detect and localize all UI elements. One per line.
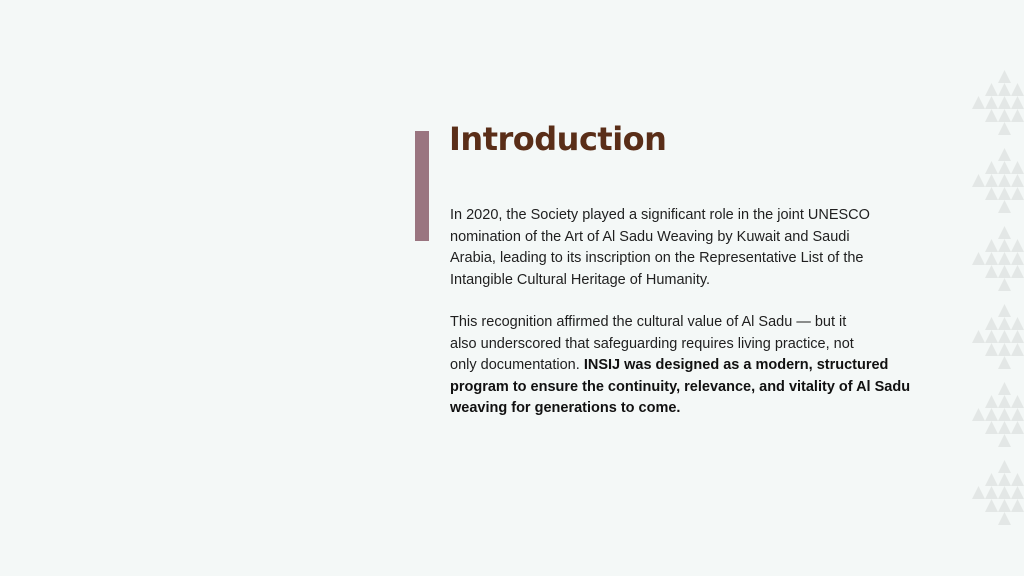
pattern-triangle (998, 460, 1011, 473)
pattern-triangle (1011, 499, 1024, 512)
pattern-triangle (1011, 317, 1024, 330)
pattern-triangle (972, 486, 985, 499)
pattern-triangle (985, 187, 998, 200)
pattern-triangle (998, 278, 1011, 291)
pattern-triangle (1011, 473, 1024, 486)
pattern-triangle (998, 343, 1011, 356)
pattern-triangle (985, 499, 998, 512)
pattern-triangle (985, 421, 998, 434)
paragraph-2-plain-text: only documentation. (450, 357, 584, 373)
pattern-triangle (1011, 252, 1024, 265)
pattern-triangle (998, 200, 1011, 213)
paragraph-1-line: In 2020, the Society played a significant role in the joint UNESCO (450, 207, 870, 223)
paragraph-2-bold-line: weaving for generations to come. (450, 400, 681, 416)
pattern-triangle (1011, 486, 1024, 499)
pattern-triangle (998, 239, 1011, 252)
pattern-triangle (998, 486, 1011, 499)
pattern-triangle (1011, 239, 1024, 252)
pattern-triangle (998, 70, 1011, 83)
pattern-triangle (985, 239, 998, 252)
pattern-triangle (1011, 174, 1024, 187)
pattern-triangle (1011, 109, 1024, 122)
pattern-triangle (998, 356, 1011, 369)
paragraph-2 (450, 312, 920, 420)
pattern-triangle (985, 317, 998, 330)
pattern-triangle (998, 161, 1011, 174)
pattern-triangle (985, 395, 998, 408)
pattern-triangle (1011, 161, 1024, 174)
pattern-triangle (998, 421, 1011, 434)
paragraph-2-line (450, 355, 920, 377)
pattern-triangle (998, 252, 1011, 265)
pattern-triangle (1011, 395, 1024, 408)
pattern-triangle (1011, 330, 1024, 343)
paragraph-2-bold-line: program to ensure the continuity, relevance, and vitality of Al Sadu (450, 378, 911, 395)
pattern-triangle (985, 473, 998, 486)
pattern-triangle (972, 252, 985, 265)
pattern-triangle (985, 252, 998, 265)
pattern-triangle (972, 330, 985, 343)
pattern-triangle (998, 512, 1011, 525)
pattern-triangle (985, 109, 998, 122)
paragraph-1-line: Intangible Cultural Heritage of Humanity. (450, 271, 711, 288)
pattern-triangle (1011, 83, 1024, 96)
pattern-triangle (1011, 187, 1024, 200)
paragraph-2-line: also underscored that safeguarding requires living practice, not (450, 335, 854, 352)
pattern-triangle (998, 304, 1011, 317)
pattern-triangle (1011, 421, 1024, 434)
pattern-triangle (998, 317, 1011, 330)
pattern-triangle (985, 174, 998, 187)
pattern-triangle (998, 122, 1011, 135)
pattern-triangle (998, 408, 1011, 421)
pattern-triangle (998, 330, 1011, 343)
pattern-triangle (985, 265, 998, 278)
pattern-triangle (998, 265, 1011, 278)
body-text (450, 205, 920, 420)
pattern-triangle (985, 96, 998, 109)
pattern-triangle (998, 395, 1011, 408)
pattern-triangle (985, 408, 998, 421)
pattern-triangle (1011, 96, 1024, 109)
pattern-triangle (998, 187, 1011, 200)
pattern-triangle (1011, 343, 1024, 356)
paragraph-1 (450, 205, 920, 291)
pattern-triangle (1011, 265, 1024, 278)
pattern-triangle (1011, 408, 1024, 421)
slide-title: Introduction (449, 120, 667, 158)
pattern-triangle (985, 343, 998, 356)
pattern-triangle (998, 473, 1011, 486)
pattern-triangle (972, 96, 985, 109)
paragraph-1-line: nomination of the Art of Al Sadu Weaving by Kuwait and Saudi (450, 228, 850, 245)
pattern-triangle (998, 96, 1011, 109)
pattern-triangle (998, 499, 1011, 512)
pattern-triangle (985, 330, 998, 343)
sadu-triangle-pattern (972, 70, 1024, 540)
pattern-triangle (998, 382, 1011, 395)
pattern-triangle (998, 148, 1011, 161)
pattern-triangle (972, 408, 985, 421)
pattern-triangle (998, 109, 1011, 122)
pattern-triangle (998, 434, 1011, 447)
pattern-triangle (985, 83, 998, 96)
paragraph-2-line: This recognition affirmed the cultural value of Al Sadu — but it (450, 314, 847, 330)
pattern-triangle (985, 161, 998, 174)
pattern-triangle (972, 174, 985, 187)
paragraph-2-bold-text: INSIJ was designed as a modern, structured (583, 357, 889, 373)
pattern-triangle (998, 174, 1011, 187)
pattern-triangle (998, 83, 1011, 96)
paragraph-1-line: Arabia, leading to its inscription on the Representative List of the (450, 250, 864, 266)
accent-bar (415, 131, 429, 241)
pattern-triangle (998, 226, 1011, 239)
pattern-triangle (985, 486, 998, 499)
